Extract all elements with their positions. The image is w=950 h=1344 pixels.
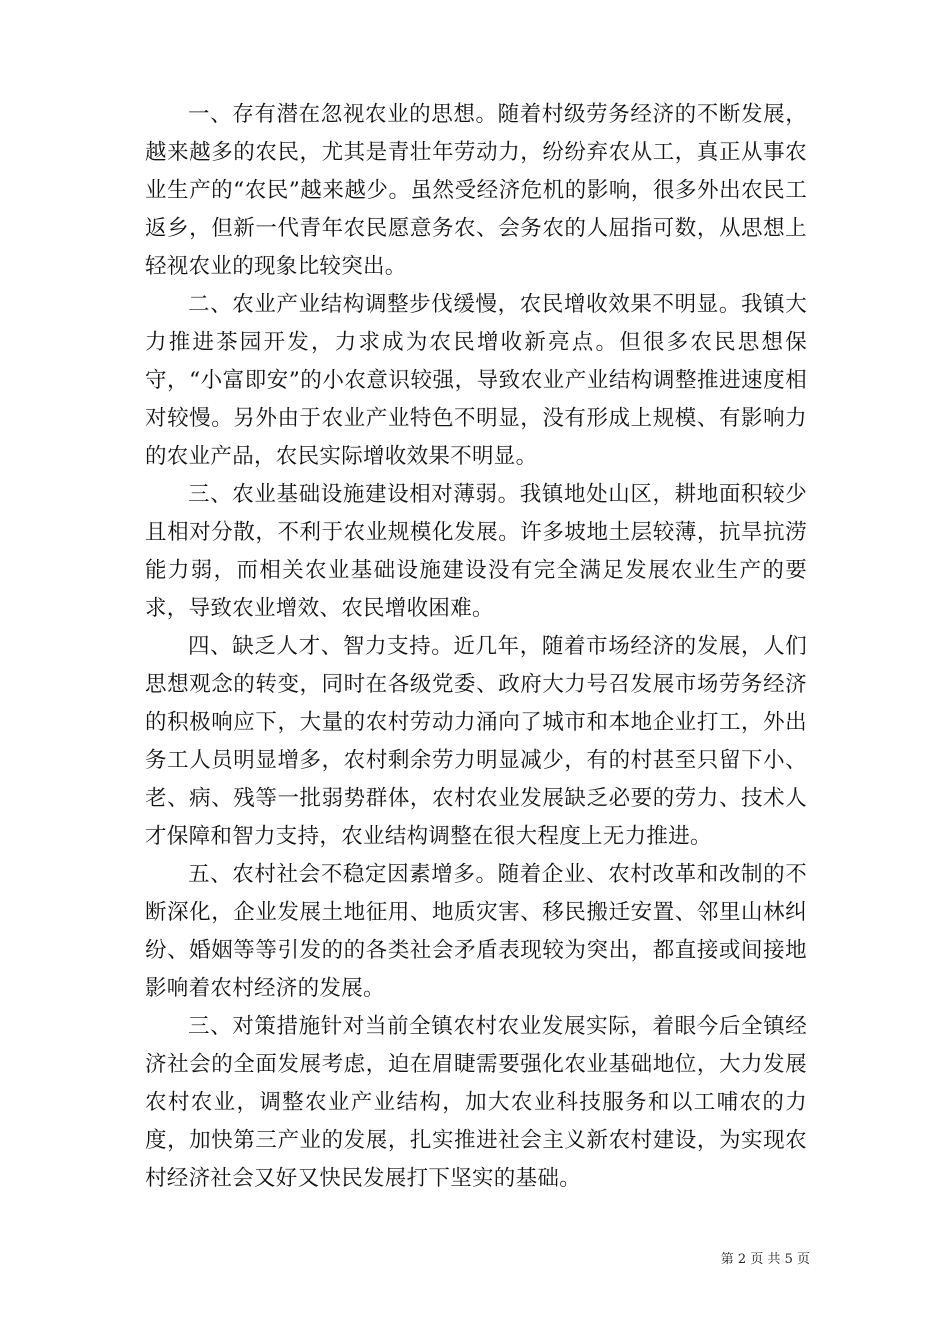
paragraph-2: 二、农业产业结构调整步伐缓慢，农民增收效果不明显。我镇大力推进茶园开发，力求成为农民增收新亮点。但很多农民思想保守，“小富即安”的小农意识较强，导致农业产业结构调整推进速度相对较慢。另外由于农业产业特色不明显，没有形成上规模、有影响力的农业产品，农民实际增收效果不明显。 [145, 292, 807, 469]
paragraph-1: 一、存有潜在忽视农业的思想。随着村级劳务经济的不断发展，越来越多的农民，尤其是青壮年劳动力，纷纷弃农从工，真正从事农业生产的“农民”越来越少。虽然受经济危机的影响，很多外出农民工返乡，但新一代青年农民愿意务农、会务农的人屈指可数，从思想上轻视农业的现象比较突出。 [145, 102, 807, 279]
document-body [145, 96, 807, 1198]
paragraph-6: 三、对策措施针对当前全镇农村农业发展实际，着眼今后全镇经济社会的全面发展考虑，迫在眉睫需要强化农业基础地位，大力发展农村农业，调整农业产业结构，加大农业科技服务和以工哺农的力度，加快第三产业的发展，扎实推进社会主义新农村建设，为实现农村经济社会又好又快民发展打下坚实的基础。 [145, 1014, 807, 1191]
paragraph-5: 五、农村社会不稳定因素增多。随着企业、农村改革和改制的不断深化，企业发展土地征用、地质灾害、移民搬迁安置、邻里山林纠纷、婚姻等等引发的的各类社会矛盾表现较为突出，都直接或间接地影响着农村经济的发展。 [145, 862, 807, 1001]
page-number-footer: 第 2 页 共 5 页 [720, 1252, 810, 1267]
paragraph-4: 四、缺乏人才、智力支持。近几年，随着市场经济的发展，人们思想观念的转变，同时在各级党委、政府大力号召发展市场劳务经济的积极响应下，大量的农村劳动力涌向了城市和本地企业打工，外出务工人员明显增多，农村剩余劳力明显减少，有的村甚至只留下小、老、病、残等一批弱势群体，农村农业发展缺乏必要的劳力、技术人才保障和智力支持，农业结构调整在很大程度上无力推进。 [145, 634, 807, 849]
paragraph-3: 三、农业基础设施建设相对薄弱。我镇地处山区，耕地面积较少且相对分散，不利于农业规模化发展。许多坡地土层较薄，抗旱抗涝能力弱，而相关农业基础设施建设没有完全满足发展农业生产的要求，导致农业增效、农民增收困难。 [145, 482, 807, 621]
